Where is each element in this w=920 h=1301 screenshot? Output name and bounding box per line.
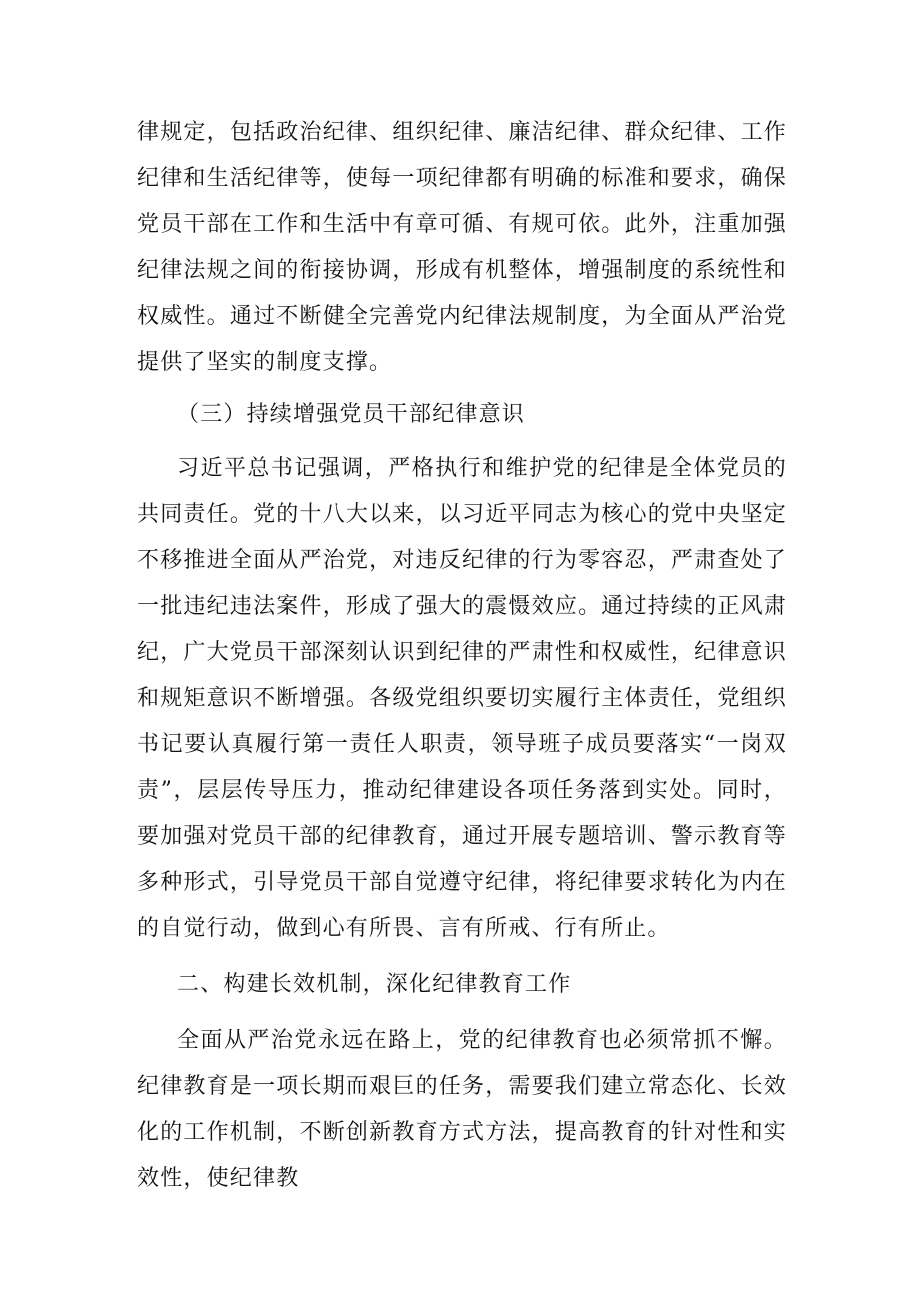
paragraph-continued: 律规定，包括政治纪律、组织纪律、廉洁纪律、群众纪律、工作纪律和生活纪律等，使每一项纪律都有明确的标准和要求，确保党员干部在工作和生活中有章可循、有规可依。此外，注重加强纪律法规之间的衔接协调，形成有机整体，增强制度的系统性和权威性。通过不断健全完善党内纪律法规制度，为全面从严治党提供了坚实的制度支撑。	[137, 120, 787, 375]
paragraph-long-term-mechanism: 全面从严治党永远在路上，党的纪律教育也必须常抓不懈。纪律教育是一项长期而艰巨的任务，需要我们建立常态化、长效化的工作机制，不断创新教育方式方法，提高教育的针对性和实效性，使纪律教	[137, 1028, 787, 1191]
paragraph-discipline-awareness: 习近平总书记强调，严格执行和维护党的纪律是全体党员的共同责任。党的十八大以来，以习近平同志为核心的党中央坚定不移推进全面从严治党，对违反纪律的行为零容忍，严肃查处了一批违纪违法案件，形成了强大的震慑效应。通过持续的正风肃纪，广大党员干部深刻认识到纪律的严肃性和权威性，纪律意识和规矩意识不断增强。各级党组织要切实履行主体责任，党组织书记要认真履行第一责任人职责，领导班子成员要落实“一岗双责”，层层传导压力，推动纪律建设各项任务落到实处。同时，要加强对党员干部的纪律教育，通过开展专题培训、警示教育等多种形式，引导党员干部自觉遵守纪律，将纪律要求转化为内在的自觉行动，做到心有所畏、言有所戒、行有所止。	[137, 456, 787, 941]
section-subheading: （三）持续增强党员干部纪律意识	[177, 402, 526, 427]
document-body	[137, 110, 787, 1202]
section-heading: 二、构建长效机制，深化纪律教育工作	[177, 972, 572, 997]
